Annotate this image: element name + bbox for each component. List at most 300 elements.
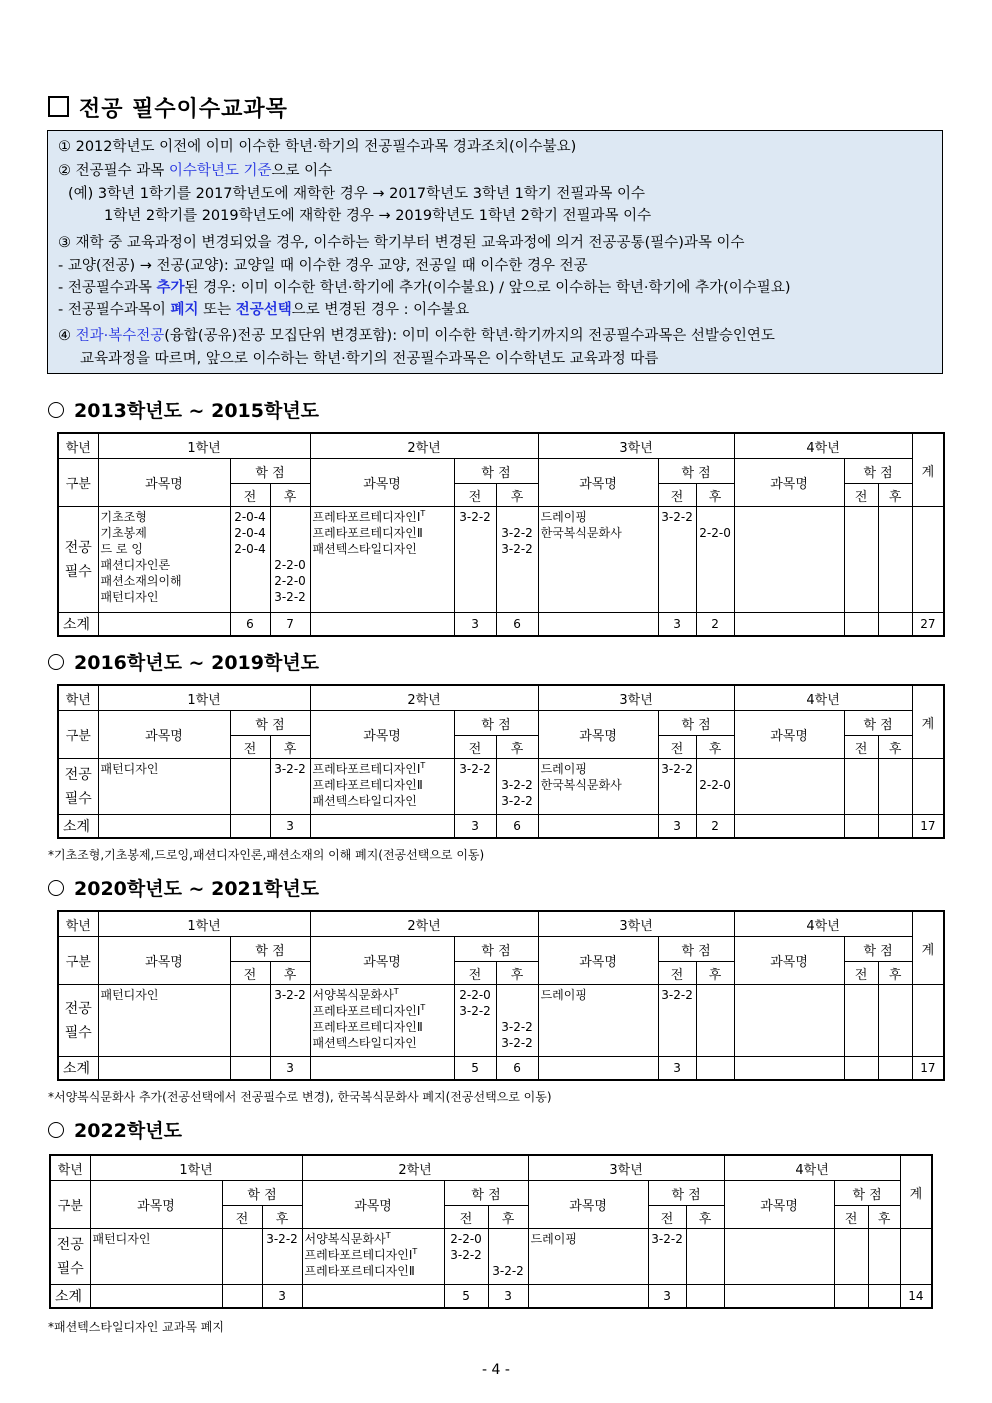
credit-value bbox=[659, 777, 696, 793]
header-gubun: 구분 bbox=[58, 459, 98, 507]
credit-value: 3-2-2 bbox=[450, 1248, 482, 1262]
credit-value bbox=[489, 1231, 528, 1247]
header-course: 과목명 bbox=[302, 1181, 444, 1229]
course-name: 프레타포르테디자인Ⅰ$^T$ bbox=[304, 1247, 418, 1262]
course-name: 기초조형 bbox=[100, 510, 147, 524]
credit-value: 3-2-2 bbox=[274, 590, 306, 604]
header-y1: 1학년 bbox=[98, 685, 310, 711]
section-footnote: *서양복식문화사 추가(전공선택에서 전공필수로 변경), 한국복식문화사 폐지(전공선택으로 이동) bbox=[48, 1090, 552, 1104]
total-body-cell bbox=[912, 985, 944, 1057]
section-title: 2013학년도 ~ 2015학년도 bbox=[48, 396, 319, 423]
header-hakyeon: 학년 bbox=[58, 911, 98, 937]
subtotal-value: 3 bbox=[658, 815, 696, 839]
course-list bbox=[538, 507, 658, 613]
credit-value: 2-0-4 bbox=[234, 526, 266, 540]
first-semester-credits bbox=[454, 985, 496, 1057]
credit-value bbox=[231, 557, 270, 573]
team-teaching-mark: T bbox=[412, 1247, 418, 1256]
credit-value bbox=[659, 525, 696, 541]
header-second-semester: 후 bbox=[696, 484, 734, 507]
course-name: 프레타포르테디자인Ⅰ$^T$ bbox=[312, 1003, 426, 1018]
course-list bbox=[98, 985, 230, 1057]
header-course: 과목명 bbox=[734, 459, 844, 507]
course-name: 프레타포르테디자인Ⅱ bbox=[304, 1264, 415, 1278]
course-name: 패션디자인론 bbox=[100, 558, 171, 572]
header-first-semester: 전 bbox=[834, 1206, 868, 1229]
header-second-semester: 후 bbox=[878, 484, 912, 507]
credit-value: 3-2-2 bbox=[459, 510, 491, 524]
credit-value: 3-2-2 bbox=[501, 1020, 533, 1034]
subtotal-value bbox=[844, 815, 878, 839]
second-semester-credits bbox=[496, 985, 538, 1057]
header-second-semester: 후 bbox=[496, 736, 538, 759]
notice-line-7: - 전공필수과목 추가된 경우: 이미 이수한 학년·학기에 추가(이수불요) / 앞으로 이수하는 학년·학기에 추가(이수필요) bbox=[58, 280, 791, 296]
header-first-semester: 전 bbox=[444, 1206, 488, 1229]
first-semester-credits bbox=[454, 759, 496, 815]
header-course: 과목명 bbox=[538, 937, 658, 985]
course-list bbox=[310, 985, 454, 1057]
header-second-semester: 후 bbox=[262, 1206, 302, 1229]
subtotal-value: 2 bbox=[696, 815, 734, 839]
subtotal-value bbox=[878, 815, 912, 839]
course-list bbox=[310, 507, 454, 613]
credit-value: 3-2-2 bbox=[266, 1232, 298, 1246]
curriculum-table bbox=[57, 432, 945, 637]
team-teaching-mark: T bbox=[420, 509, 426, 518]
subtotal-value: 3 bbox=[658, 613, 696, 637]
second-semester-credits bbox=[270, 759, 310, 815]
header-total: 계 bbox=[912, 911, 944, 985]
second-semester-credits bbox=[488, 1229, 528, 1285]
first-semester-credits bbox=[222, 1229, 262, 1285]
credit-value: 2-2-0 bbox=[450, 1232, 482, 1246]
credit-value bbox=[231, 987, 270, 1003]
subtotal-label: 소계 bbox=[58, 815, 98, 839]
notice-line-9: ④ 전과·복수전공(융합(공유)전공 모집단위 변경포함): 이미 이수한 학년·학기까지의 전공필수과목은 선발승인연도 bbox=[58, 328, 775, 344]
header-course: 과목명 bbox=[538, 711, 658, 759]
credit-value bbox=[697, 509, 734, 525]
second-semester-credits bbox=[270, 507, 310, 613]
first-semester-credits bbox=[230, 759, 270, 815]
notice-line-8: - 전공필수과목이 폐지 또는 전공선택으로 변경된 경우 : 이수불요 bbox=[58, 302, 470, 318]
course-name: 드레이핑 bbox=[540, 510, 587, 524]
team-teaching-mark: T bbox=[385, 1231, 391, 1240]
second-semester-credits bbox=[496, 507, 538, 613]
credit-value: 3-2-2 bbox=[501, 778, 533, 792]
credit-value: 3-2-2 bbox=[661, 510, 693, 524]
team-teaching-mark: T bbox=[393, 987, 399, 996]
notice-line-1: ① 2012학년도 이전에 이미 이수한 학년·학기의 전공필수과목 경과조치(이수불요) bbox=[58, 139, 577, 155]
header-y2: 2학년 bbox=[310, 685, 538, 711]
credit-value: 3-2-2 bbox=[651, 1232, 683, 1246]
checkbox-square-icon bbox=[48, 96, 69, 117]
header-first-semester: 전 bbox=[454, 736, 496, 759]
course-name: 프레타포르테디자인Ⅰ$^T$ bbox=[312, 761, 426, 776]
course-name: 프레타포르테디자인Ⅱ bbox=[312, 1020, 423, 1034]
course-name: 패션소재의이해 bbox=[100, 574, 182, 588]
first-semester-credits bbox=[454, 507, 496, 613]
category-cell: 전공 필수 bbox=[50, 1229, 90, 1285]
team-teaching-mark: T bbox=[420, 761, 426, 770]
course-name: 드레이핑 bbox=[540, 988, 587, 1002]
header-credit: 학 점 bbox=[444, 1181, 528, 1206]
section-footnote: *패션텍스타일디자인 교과목 폐지 bbox=[48, 1320, 224, 1334]
second-semester-credits bbox=[262, 1229, 302, 1285]
subtotal-value bbox=[686, 1285, 724, 1309]
course-list bbox=[734, 507, 844, 613]
notice-box bbox=[47, 130, 943, 374]
header-total: 계 bbox=[912, 685, 944, 759]
header-y2: 2학년 bbox=[310, 433, 538, 459]
header-gubun: 구분 bbox=[58, 711, 98, 759]
header-y3: 3학년 bbox=[538, 911, 734, 937]
header-credit: 학 점 bbox=[658, 711, 734, 736]
notice-line-3: (예) 3학년 1학기를 2017학년도에 재학한 경우 → 2017학년도 3학년 1학기 전필과목 이수 bbox=[68, 186, 646, 202]
header-course: 과목명 bbox=[90, 1181, 222, 1229]
header-course: 과목명 bbox=[310, 711, 454, 759]
header-credit: 학 점 bbox=[454, 459, 538, 484]
credit-value bbox=[231, 589, 270, 605]
header-first-semester: 전 bbox=[844, 484, 878, 507]
subtotal-label: 소계 bbox=[58, 613, 98, 637]
credit-value: 3-2-2 bbox=[661, 762, 693, 776]
grand-total-value: 17 bbox=[912, 815, 944, 839]
credit-value: 3-2-2 bbox=[274, 988, 306, 1002]
total-body-cell bbox=[912, 759, 944, 815]
header-y3: 3학년 bbox=[538, 685, 734, 711]
header-y1: 1학년 bbox=[98, 433, 310, 459]
credit-value: 3-2-2 bbox=[501, 526, 533, 540]
subtotal-value: 6 bbox=[496, 1057, 538, 1081]
notice-line-2: ② 전공필수 과목 이수학년도 기준으로 이수 bbox=[58, 163, 333, 179]
header-y1: 1학년 bbox=[98, 911, 310, 937]
header-credit: 학 점 bbox=[834, 1181, 900, 1206]
header-y3: 3학년 bbox=[538, 433, 734, 459]
team-teaching-mark: T bbox=[420, 1003, 426, 1012]
header-credit: 학 점 bbox=[230, 937, 310, 962]
course-list bbox=[90, 1229, 222, 1285]
course-name: 드레이핑 bbox=[540, 762, 587, 776]
header-course: 과목명 bbox=[528, 1181, 648, 1229]
credit-value: 3-2-2 bbox=[661, 988, 693, 1002]
subtotal-value bbox=[696, 1057, 734, 1081]
credit-value: 3-2-2 bbox=[274, 762, 306, 776]
credit-value: 2-2-0 bbox=[699, 526, 731, 540]
circle-bullet-icon bbox=[48, 402, 64, 418]
section-title: 2016학년도 ~ 2019학년도 bbox=[48, 648, 319, 675]
credit-value: 3-2-2 bbox=[459, 762, 491, 776]
credit-value bbox=[497, 987, 538, 1003]
first-semester-credits bbox=[648, 1229, 686, 1285]
header-y4: 4학년 bbox=[734, 433, 912, 459]
credit-value bbox=[687, 1231, 724, 1247]
section-title: 2020학년도 ~ 2021학년도 bbox=[48, 874, 319, 901]
header-first-semester: 전 bbox=[222, 1206, 262, 1229]
header-course: 과목명 bbox=[538, 459, 658, 507]
course-name: 서양복식문화사$^T$ bbox=[312, 987, 399, 1002]
header-y2: 2학년 bbox=[302, 1155, 528, 1181]
course-name: 드 로 잉 bbox=[100, 542, 143, 556]
header-y3: 3학년 bbox=[528, 1155, 724, 1181]
subtotal-value bbox=[878, 1057, 912, 1081]
header-credit: 학 점 bbox=[658, 937, 734, 962]
credit-value: 3-2-2 bbox=[459, 1004, 491, 1018]
credit-value bbox=[489, 1247, 528, 1263]
header-credit: 학 점 bbox=[844, 711, 912, 736]
first-semester-credits bbox=[658, 985, 696, 1057]
header-credit: 학 점 bbox=[230, 711, 310, 736]
course-name: 프레타포르테디자인Ⅰ$^T$ bbox=[312, 509, 426, 524]
header-second-semester: 후 bbox=[496, 484, 538, 507]
course-list bbox=[98, 507, 230, 613]
credit-value: 3-2-2 bbox=[501, 1036, 533, 1050]
course-name: 프레타포르테디자인Ⅱ bbox=[312, 526, 423, 540]
credit-value: 2-0-4 bbox=[234, 510, 266, 524]
subtotal-value: 7 bbox=[270, 613, 310, 637]
credit-value bbox=[497, 509, 538, 525]
first-semester-credits bbox=[444, 1229, 488, 1285]
credit-value bbox=[271, 509, 310, 525]
header-credit: 학 점 bbox=[844, 459, 912, 484]
subtotal-value bbox=[844, 613, 878, 637]
course-name: 한국복식문화사 bbox=[540, 778, 622, 792]
circle-bullet-icon bbox=[48, 1122, 64, 1138]
header-course: 과목명 bbox=[310, 937, 454, 985]
credit-value bbox=[271, 541, 310, 557]
course-list bbox=[310, 759, 454, 815]
header-first-semester: 전 bbox=[658, 736, 696, 759]
course-list bbox=[538, 985, 658, 1057]
course-name: 한국복식문화사 bbox=[540, 526, 622, 540]
header-credit: 학 점 bbox=[222, 1181, 302, 1206]
subtotal-label: 소계 bbox=[58, 1057, 98, 1081]
first-semester-credits bbox=[844, 507, 878, 613]
credit-value: 2-0-4 bbox=[234, 542, 266, 556]
header-course: 과목명 bbox=[724, 1181, 834, 1229]
header-second-semester: 후 bbox=[270, 962, 310, 985]
subtotal-value: 3 bbox=[270, 1057, 310, 1081]
notice-line-6: - 교양(전공) → 전공(교양): 교양일 때 이수한 경우 교양, 전공일 때 이수한 경우 전공 bbox=[58, 258, 588, 274]
first-semester-credits bbox=[844, 985, 878, 1057]
header-second-semester: 후 bbox=[868, 1206, 900, 1229]
header-hakyeon: 학년 bbox=[58, 433, 98, 459]
course-name: 패턴디자인 bbox=[100, 988, 159, 1002]
first-semester-credits bbox=[658, 507, 696, 613]
subtotal-value: 3 bbox=[270, 815, 310, 839]
course-list bbox=[98, 759, 230, 815]
credit-value: 2-2-0 bbox=[274, 558, 306, 572]
credit-value: 2-2-0 bbox=[699, 778, 731, 792]
header-first-semester: 전 bbox=[844, 736, 878, 759]
header-first-semester: 전 bbox=[844, 962, 878, 985]
page-title: 전공 필수이수교과목 bbox=[48, 92, 288, 123]
subtotal-value: 6 bbox=[496, 815, 538, 839]
header-y4: 4학년 bbox=[734, 685, 912, 711]
header-y1: 1학년 bbox=[90, 1155, 302, 1181]
section-footnote: *기초조형,기초봉제,드로잉,패션디자인론,패션소재의 이해 폐지(전공선택으로 이동) bbox=[48, 848, 485, 862]
header-course: 과목명 bbox=[98, 711, 230, 759]
subtotal-value bbox=[834, 1285, 868, 1309]
category-cell: 전공 필수 bbox=[58, 507, 98, 613]
header-first-semester: 전 bbox=[230, 484, 270, 507]
credit-value bbox=[455, 793, 496, 809]
subtotal-value: 3 bbox=[262, 1285, 302, 1309]
subtotal-value: 3 bbox=[488, 1285, 528, 1309]
header-gubun: 구분 bbox=[50, 1181, 90, 1229]
subtotal-label: 소계 bbox=[50, 1285, 90, 1309]
credit-value: 3-2-2 bbox=[501, 542, 533, 556]
course-name: 패턴디자인 bbox=[100, 762, 159, 776]
first-semester-credits bbox=[658, 759, 696, 815]
second-semester-credits bbox=[878, 985, 912, 1057]
total-body-cell bbox=[912, 507, 944, 613]
second-semester-credits bbox=[878, 507, 912, 613]
header-first-semester: 전 bbox=[230, 962, 270, 985]
header-second-semester: 후 bbox=[878, 736, 912, 759]
section-title: 2022학년도 bbox=[48, 1116, 182, 1143]
grand-total-value: 17 bbox=[912, 1057, 944, 1081]
credit-value bbox=[455, 541, 496, 557]
course-name: 패턴디자인 bbox=[92, 1232, 151, 1246]
course-name: 드레이핑 bbox=[530, 1232, 577, 1246]
credit-value: 2-2-0 bbox=[459, 988, 491, 1002]
first-semester-credits bbox=[230, 507, 270, 613]
credit-value bbox=[231, 761, 270, 777]
curriculum-table bbox=[49, 1154, 933, 1309]
subtotal-value bbox=[230, 815, 270, 839]
curriculum-table bbox=[57, 684, 945, 839]
header-first-semester: 전 bbox=[454, 484, 496, 507]
credit-value bbox=[223, 1231, 262, 1247]
header-second-semester: 후 bbox=[496, 962, 538, 985]
subtotal-value bbox=[230, 1057, 270, 1081]
header-first-semester: 전 bbox=[658, 962, 696, 985]
course-name: 서양복식문화사$^T$ bbox=[304, 1231, 391, 1246]
second-semester-credits bbox=[696, 985, 734, 1057]
course-name: 패션텍스타일디자인 bbox=[312, 794, 417, 808]
header-second-semester: 후 bbox=[270, 484, 310, 507]
first-semester-credits bbox=[844, 759, 878, 815]
page-number: - 4 - bbox=[482, 1362, 510, 1378]
circle-bullet-icon bbox=[48, 654, 64, 670]
subtotal-value: 5 bbox=[444, 1285, 488, 1309]
header-second-semester: 후 bbox=[270, 736, 310, 759]
header-credit: 학 점 bbox=[230, 459, 310, 484]
header-course: 과목명 bbox=[310, 459, 454, 507]
credit-value bbox=[445, 1263, 488, 1279]
header-second-semester: 후 bbox=[686, 1206, 724, 1229]
subtotal-value bbox=[222, 1285, 262, 1309]
second-semester-credits bbox=[496, 759, 538, 815]
subtotal-value: 2 bbox=[696, 613, 734, 637]
second-semester-credits bbox=[696, 507, 734, 613]
header-second-semester: 후 bbox=[878, 962, 912, 985]
grand-total-value: 14 bbox=[900, 1285, 932, 1309]
course-name: 패션텍스타일디자인 bbox=[312, 1036, 417, 1050]
credit-value bbox=[697, 987, 734, 1003]
header-credit: 학 점 bbox=[454, 937, 538, 962]
second-semester-credits bbox=[868, 1229, 900, 1285]
second-semester-credits bbox=[878, 759, 912, 815]
credit-value: 3-2-2 bbox=[492, 1264, 524, 1278]
second-semester-credits bbox=[696, 759, 734, 815]
first-semester-credits bbox=[230, 985, 270, 1057]
subtotal-value: 6 bbox=[496, 613, 538, 637]
grand-total-value: 27 bbox=[912, 613, 944, 637]
first-semester-credits bbox=[834, 1229, 868, 1285]
subtotal-value bbox=[844, 1057, 878, 1081]
course-list bbox=[724, 1229, 834, 1285]
total-body-cell bbox=[900, 1229, 932, 1285]
header-first-semester: 전 bbox=[454, 962, 496, 985]
subtotal-value: 3 bbox=[658, 1057, 696, 1081]
category-cell: 전공 필수 bbox=[58, 759, 98, 815]
second-semester-credits bbox=[686, 1229, 724, 1285]
notice-line-4: 1학년 2학기를 2019학년도에 재학한 경우 → 2019학년도 1학년 2학기 전필과목 이수 bbox=[104, 208, 652, 224]
header-second-semester: 후 bbox=[696, 962, 734, 985]
course-name: 프레타포르테디자인Ⅱ bbox=[312, 778, 423, 792]
credit-value: 2-2-0 bbox=[274, 574, 306, 588]
header-gubun: 구분 bbox=[58, 937, 98, 985]
category-cell: 전공 필수 bbox=[58, 985, 98, 1057]
credit-value bbox=[697, 761, 734, 777]
header-first-semester: 전 bbox=[658, 484, 696, 507]
course-list bbox=[538, 759, 658, 815]
header-credit: 학 점 bbox=[658, 459, 734, 484]
header-second-semester: 후 bbox=[488, 1206, 528, 1229]
curriculum-table bbox=[57, 910, 945, 1081]
credit-value bbox=[497, 1003, 538, 1019]
header-y4: 4학년 bbox=[734, 911, 912, 937]
credit-value bbox=[271, 525, 310, 541]
course-name: 패션텍스타일디자인 bbox=[312, 542, 417, 556]
header-second-semester: 후 bbox=[696, 736, 734, 759]
credit-value bbox=[231, 573, 270, 589]
notice-line-5: ③ 재학 중 교육과정이 변경되었을 경우, 이수하는 학기부터 변경된 교육과정에 의거 전공공통(필수)과목 이수 bbox=[58, 235, 745, 251]
second-semester-credits bbox=[270, 985, 310, 1057]
credit-value bbox=[455, 525, 496, 541]
course-list bbox=[302, 1229, 444, 1285]
credit-value bbox=[455, 1035, 496, 1051]
header-credit: 학 점 bbox=[844, 937, 912, 962]
notice-line-10: 교육과정을 따르며, 앞으로 이수하는 학년·학기의 전공필수과목은 이수학년도 교육과정 따름 bbox=[80, 351, 659, 367]
header-credit: 학 점 bbox=[454, 711, 538, 736]
header-course: 과목명 bbox=[98, 459, 230, 507]
course-list bbox=[734, 985, 844, 1057]
header-hakyeon: 학년 bbox=[50, 1155, 90, 1181]
header-credit: 학 점 bbox=[648, 1181, 724, 1206]
header-first-semester: 전 bbox=[648, 1206, 686, 1229]
credit-value bbox=[455, 777, 496, 793]
course-name: 패턴디자인 bbox=[100, 590, 159, 604]
course-name: 기초봉제 bbox=[100, 526, 147, 540]
header-course: 과목명 bbox=[734, 937, 844, 985]
course-list bbox=[734, 759, 844, 815]
subtotal-value bbox=[878, 613, 912, 637]
subtotal-value bbox=[868, 1285, 900, 1309]
credit-value bbox=[455, 1019, 496, 1035]
header-y4: 4학년 bbox=[724, 1155, 900, 1181]
subtotal-value: 5 bbox=[454, 1057, 496, 1081]
header-y2: 2학년 bbox=[310, 911, 538, 937]
course-list bbox=[528, 1229, 648, 1285]
subtotal-value: 3 bbox=[454, 613, 496, 637]
header-course: 과목명 bbox=[98, 937, 230, 985]
header-total: 계 bbox=[900, 1155, 932, 1229]
header-hakyeon: 학년 bbox=[58, 685, 98, 711]
credit-value bbox=[497, 761, 538, 777]
circle-bullet-icon bbox=[48, 880, 64, 896]
